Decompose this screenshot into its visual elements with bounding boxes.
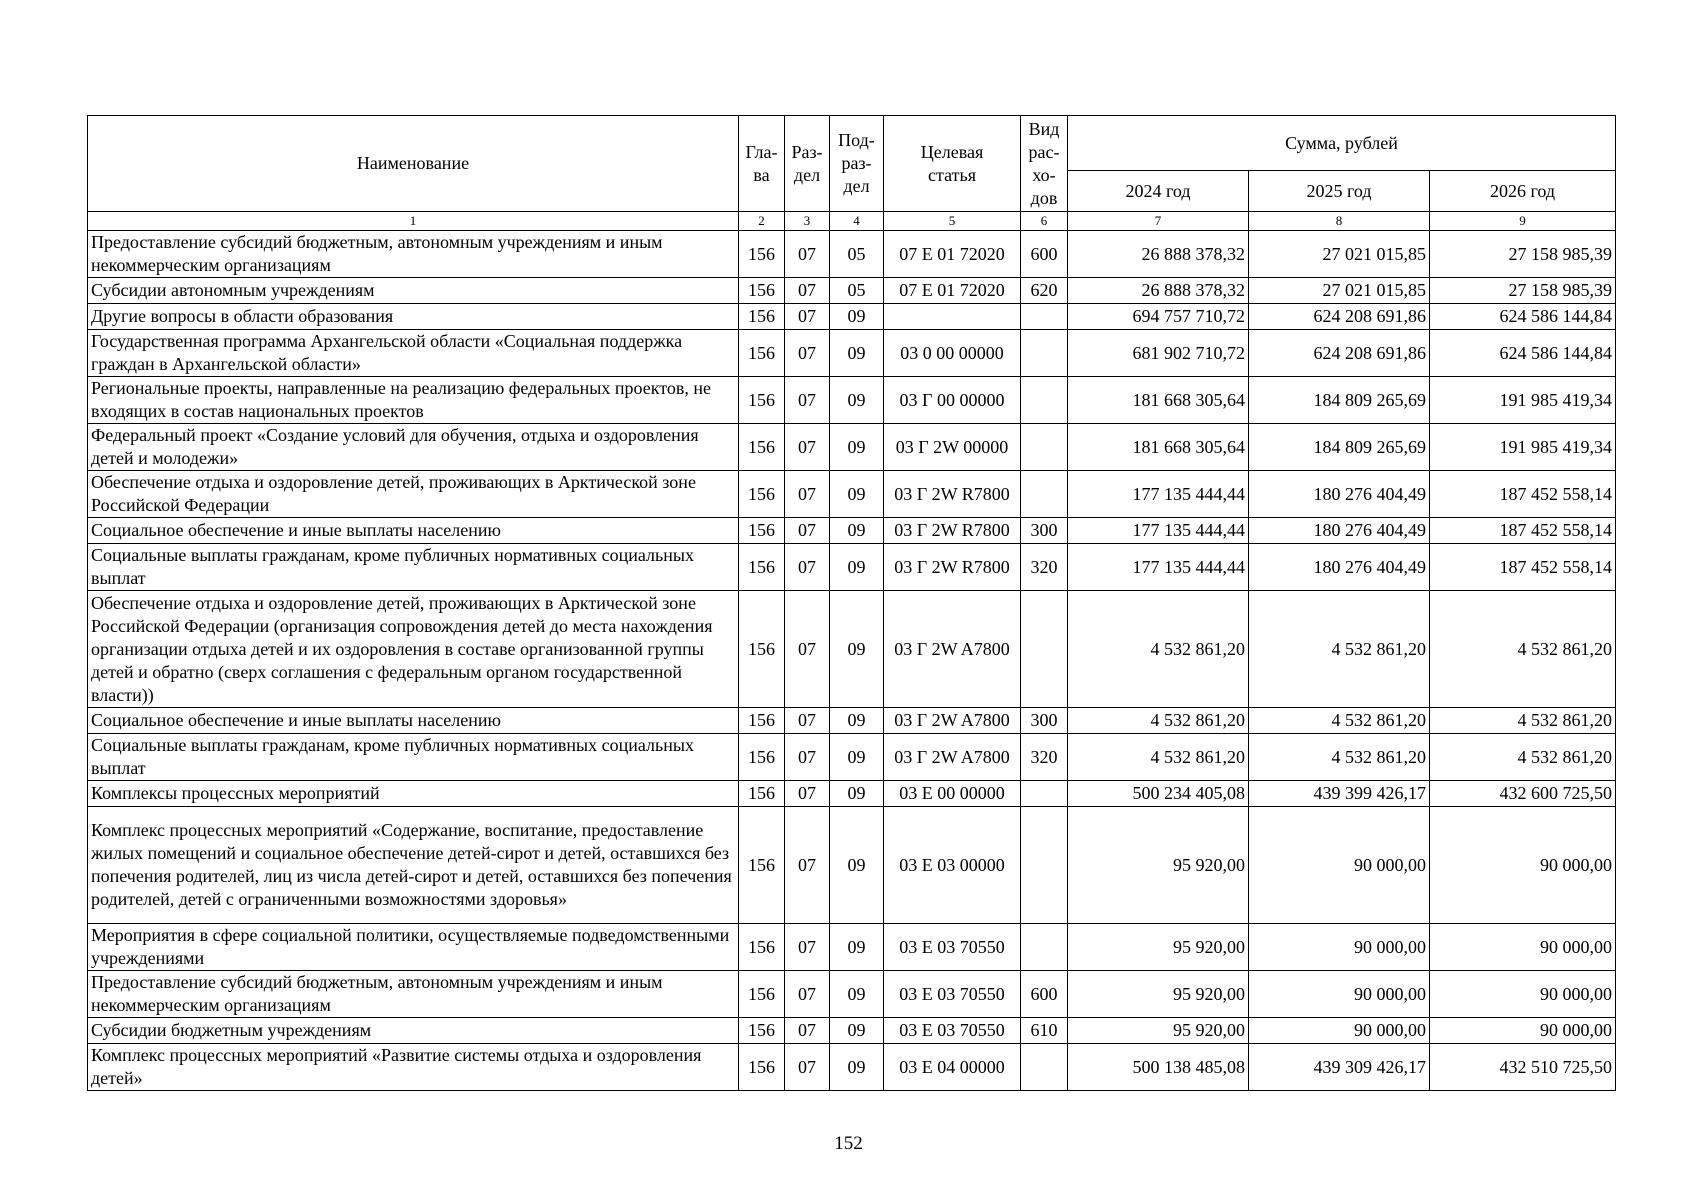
row-podrazdel: 09: [830, 807, 884, 924]
row-target-article: 03 Е 03 70550: [884, 1018, 1021, 1044]
row-podrazdel: 09: [830, 971, 884, 1018]
row-name: Региональные проекты, направленные на реализацию федеральных проектов, не входящих в состав национальных проектов: [88, 377, 739, 424]
row-podrazdel: 09: [830, 518, 884, 544]
row-razdel: 07: [785, 231, 830, 278]
row-expense-type: 320: [1021, 734, 1068, 781]
row-name: Обеспечение отдыха и оздоровление детей, проживающих в Арктической зоне Российской Федерации: [88, 471, 739, 518]
row-target-article: 03 Е 00 00000: [884, 781, 1021, 807]
row-amount-2025: 90 000,00: [1249, 924, 1430, 971]
table-row: [88, 924, 1616, 971]
header-vid: Вид рас- хо- дов: [1021, 116, 1068, 212]
row-glava: 156: [739, 1018, 785, 1044]
column-number: 7: [1068, 212, 1249, 231]
row-glava: 156: [739, 591, 785, 708]
row-amount-2025: 90 000,00: [1249, 807, 1430, 924]
row-razdel: 07: [785, 278, 830, 304]
row-amount-2024: 500 138 485,08: [1068, 1044, 1249, 1091]
row-name: Другие вопросы в области образования: [88, 304, 739, 330]
table-header: [88, 116, 1616, 231]
header-year-2024: 2024 год: [1068, 171, 1249, 212]
row-amount-2024: 4 532 861,20: [1068, 734, 1249, 781]
row-target-article: 03 Е 03 70550: [884, 924, 1021, 971]
row-expense-type: [1021, 377, 1068, 424]
row-amount-2026: 4 532 861,20: [1430, 734, 1616, 781]
row-name: Федеральный проект «Создание условий для обучения, отдыха и оздоровления детей и молодежи»: [88, 424, 739, 471]
row-amount-2024: 177 135 444,44: [1068, 544, 1249, 591]
column-number: 6: [1021, 212, 1068, 231]
header-razdel: Раз- дел: [785, 116, 830, 212]
row-amount-2025: 624 208 691,86: [1249, 304, 1430, 330]
row-glava: 156: [739, 424, 785, 471]
row-amount-2025: 439 399 426,17: [1249, 781, 1430, 807]
row-expense-type: [1021, 471, 1068, 518]
column-number: 8: [1249, 212, 1430, 231]
row-name: Субсидии автономным учреждениям: [88, 278, 739, 304]
row-razdel: 07: [785, 807, 830, 924]
row-razdel: 07: [785, 544, 830, 591]
row-razdel: 07: [785, 708, 830, 734]
row-target-article: 03 Г 2W A7800: [884, 591, 1021, 708]
row-expense-type: 620: [1021, 278, 1068, 304]
row-expense-type: 300: [1021, 708, 1068, 734]
row-amount-2025: 439 309 426,17: [1249, 1044, 1430, 1091]
row-podrazdel: 09: [830, 708, 884, 734]
header-sum: Сумма, рублей: [1068, 116, 1616, 171]
table-row: [88, 544, 1616, 591]
row-amount-2024: 26 888 378,32: [1068, 231, 1249, 278]
row-name: Социальные выплаты гражданам, кроме публичных нормативных социальных выплат: [88, 734, 739, 781]
row-podrazdel: 09: [830, 330, 884, 377]
row-amount-2025: 27 021 015,85: [1249, 278, 1430, 304]
document-page: [87, 115, 1615, 1091]
row-razdel: 07: [785, 1044, 830, 1091]
row-name: Государственная программа Архангельской области «Социальная поддержка граждан в Архангельской области»: [88, 330, 739, 377]
row-razdel: 07: [785, 377, 830, 424]
row-target-article: 03 Г 2W R7800: [884, 518, 1021, 544]
row-razdel: 07: [785, 330, 830, 377]
row-expense-type: 320: [1021, 544, 1068, 591]
row-podrazdel: 09: [830, 471, 884, 518]
row-target-article: 03 Е 03 00000: [884, 807, 1021, 924]
header-glava: Гла- ва: [739, 116, 785, 212]
row-target-article: [884, 304, 1021, 330]
row-podrazdel: 09: [830, 924, 884, 971]
row-glava: 156: [739, 377, 785, 424]
budget-table: [87, 115, 1616, 1091]
row-glava: 156: [739, 304, 785, 330]
row-amount-2024: 26 888 378,32: [1068, 278, 1249, 304]
row-amount-2024: 4 532 861,20: [1068, 591, 1249, 708]
row-expense-type: 600: [1021, 971, 1068, 1018]
row-amount-2025: 184 809 265,69: [1249, 424, 1430, 471]
row-podrazdel: 05: [830, 278, 884, 304]
row-name: Комплекс процессных мероприятий «Содержание, воспитание, предоставление жилых помещений и социальное обеспечение детей-сирот и детей, оставшихся без попечения родителей, лиц из числа детей-сирот и детей, оставшихся без попечения родителей, детей с ограниченными возможностями здоровья»: [88, 807, 739, 924]
row-glava: 156: [739, 471, 785, 518]
row-amount-2026: 187 452 558,14: [1430, 544, 1616, 591]
row-expense-type: [1021, 781, 1068, 807]
row-glava: 156: [739, 781, 785, 807]
row-name: Социальные выплаты гражданам, кроме публичных нормативных социальных выплат: [88, 544, 739, 591]
table-row: [88, 591, 1616, 708]
row-amount-2026: 27 158 985,39: [1430, 278, 1616, 304]
table-row: [88, 781, 1616, 807]
row-amount-2025: 624 208 691,86: [1249, 330, 1430, 377]
row-expense-type: [1021, 330, 1068, 377]
row-expense-type: [1021, 924, 1068, 971]
row-amount-2025: 180 276 404,49: [1249, 518, 1430, 544]
row-expense-type: [1021, 591, 1068, 708]
table-row: [88, 471, 1616, 518]
row-amount-2026: 90 000,00: [1430, 807, 1616, 924]
table-row: [88, 424, 1616, 471]
row-amount-2026: 90 000,00: [1430, 924, 1616, 971]
row-glava: 156: [739, 278, 785, 304]
row-podrazdel: 09: [830, 1044, 884, 1091]
row-razdel: 07: [785, 424, 830, 471]
row-glava: 156: [739, 971, 785, 1018]
row-amount-2026: 432 600 725,50: [1430, 781, 1616, 807]
row-razdel: 07: [785, 591, 830, 708]
row-razdel: 07: [785, 924, 830, 971]
row-amount-2026: 624 586 144,84: [1430, 304, 1616, 330]
row-amount-2025: 27 021 015,85: [1249, 231, 1430, 278]
row-amount-2026: 191 985 419,34: [1430, 424, 1616, 471]
header-podrazdel: Под- раз- дел: [830, 116, 884, 212]
table-row: [88, 330, 1616, 377]
header-year-2025: 2025 год: [1249, 171, 1430, 212]
column-number-row: [88, 212, 1616, 231]
row-amount-2026: 4 532 861,20: [1430, 708, 1616, 734]
row-name: Социальное обеспечение и иные выплаты населению: [88, 708, 739, 734]
row-target-article: 03 Г 2W A7800: [884, 734, 1021, 781]
row-glava: 156: [739, 518, 785, 544]
row-expense-type: 600: [1021, 231, 1068, 278]
row-glava: 156: [739, 734, 785, 781]
row-razdel: 07: [785, 781, 830, 807]
table-row: [88, 1018, 1616, 1044]
row-podrazdel: 09: [830, 377, 884, 424]
row-glava: 156: [739, 1044, 785, 1091]
row-podrazdel: 05: [830, 231, 884, 278]
table-row: [88, 231, 1616, 278]
row-amount-2025: 180 276 404,49: [1249, 544, 1430, 591]
table-row: [88, 377, 1616, 424]
table-row: [88, 807, 1616, 924]
row-amount-2026: 27 158 985,39: [1430, 231, 1616, 278]
row-amount-2024: 95 920,00: [1068, 924, 1249, 971]
header-year-2026: 2026 год: [1430, 171, 1616, 212]
column-number: 5: [884, 212, 1021, 231]
table-row: [88, 971, 1616, 1018]
table-row: [88, 708, 1616, 734]
row-amount-2026: 90 000,00: [1430, 971, 1616, 1018]
row-amount-2026: 187 452 558,14: [1430, 471, 1616, 518]
column-number: 4: [830, 212, 884, 231]
row-amount-2026: 187 452 558,14: [1430, 518, 1616, 544]
table-body: [88, 231, 1616, 1091]
row-name: Предоставление субсидий бюджетным, автономным учреждениям и иным некоммерческим организациям: [88, 971, 739, 1018]
table-row: [88, 278, 1616, 304]
row-podrazdel: 09: [830, 544, 884, 591]
row-amount-2025: 90 000,00: [1249, 1018, 1430, 1044]
row-amount-2025: 4 532 861,20: [1249, 708, 1430, 734]
row-name: Субсидии бюджетным учреждениям: [88, 1018, 739, 1044]
row-glava: 156: [739, 924, 785, 971]
row-name: Комплекс процессных мероприятий «Развитие системы отдыха и оздоровления детей»: [88, 1044, 739, 1091]
row-glava: 156: [739, 807, 785, 924]
row-target-article: 03 Е 04 00000: [884, 1044, 1021, 1091]
row-expense-type: [1021, 1044, 1068, 1091]
row-amount-2024: 177 135 444,44: [1068, 518, 1249, 544]
row-target-article: 03 0 00 00000: [884, 330, 1021, 377]
row-name: Комплексы процессных мероприятий: [88, 781, 739, 807]
row-amount-2025: 4 532 861,20: [1249, 734, 1430, 781]
row-name: Мероприятия в сфере социальной политики, осуществляемые подведомственными учреждениями: [88, 924, 739, 971]
row-amount-2026: 4 532 861,20: [1430, 591, 1616, 708]
row-target-article: 07 Е 01 72020: [884, 231, 1021, 278]
row-name: Обеспечение отдыха и оздоровление детей, проживающих в Арктической зоне Российской Федерации (организация сопровождения детей до места нахождения организации отдыха детей и их оздоровления в составе организованной группы детей и обратно (сверх соглашения с федеральным органом государственной власти)): [88, 591, 739, 708]
row-amount-2024: 95 920,00: [1068, 971, 1249, 1018]
row-razdel: 07: [785, 518, 830, 544]
row-razdel: 07: [785, 471, 830, 518]
row-amount-2025: 184 809 265,69: [1249, 377, 1430, 424]
row-podrazdel: 09: [830, 734, 884, 781]
row-expense-type: 300: [1021, 518, 1068, 544]
row-amount-2026: 624 586 144,84: [1430, 330, 1616, 377]
header-statya: Целевая статья: [884, 116, 1021, 212]
column-number: 1: [88, 212, 739, 231]
row-razdel: 07: [785, 1018, 830, 1044]
row-razdel: 07: [785, 734, 830, 781]
row-amount-2024: 181 668 305,64: [1068, 424, 1249, 471]
row-amount-2026: 191 985 419,34: [1430, 377, 1616, 424]
row-name: Социальное обеспечение и иные выплаты населению: [88, 518, 739, 544]
row-expense-type: [1021, 807, 1068, 924]
row-target-article: 03 Г 2W 00000: [884, 424, 1021, 471]
row-amount-2026: 90 000,00: [1430, 1018, 1616, 1044]
row-glava: 156: [739, 544, 785, 591]
row-expense-type: 610: [1021, 1018, 1068, 1044]
row-target-article: 03 Г 2W A7800: [884, 708, 1021, 734]
column-number: 3: [785, 212, 830, 231]
row-amount-2024: 95 920,00: [1068, 1018, 1249, 1044]
row-amount-2025: 90 000,00: [1249, 971, 1430, 1018]
page-number: 152: [834, 1133, 863, 1154]
row-amount-2024: 681 902 710,72: [1068, 330, 1249, 377]
row-amount-2025: 180 276 404,49: [1249, 471, 1430, 518]
column-number: 9: [1430, 212, 1616, 231]
row-podrazdel: 09: [830, 591, 884, 708]
row-amount-2024: 4 532 861,20: [1068, 708, 1249, 734]
row-amount-2024: 177 135 444,44: [1068, 471, 1249, 518]
row-glava: 156: [739, 231, 785, 278]
table-row: [88, 304, 1616, 330]
row-razdel: 07: [785, 971, 830, 1018]
header-name: Наименование: [88, 116, 739, 212]
row-target-article: 03 Г 00 00000: [884, 377, 1021, 424]
row-amount-2024: 95 920,00: [1068, 807, 1249, 924]
row-podrazdel: 09: [830, 1018, 884, 1044]
row-target-article: 03 Г 2W R7800: [884, 471, 1021, 518]
row-podrazdel: 09: [830, 781, 884, 807]
row-glava: 156: [739, 708, 785, 734]
row-podrazdel: 09: [830, 424, 884, 471]
row-target-article: 03 Е 03 70550: [884, 971, 1021, 1018]
row-name: Предоставление субсидий бюджетным, автономным учреждениям и иным некоммерческим организациям: [88, 231, 739, 278]
table-row: [88, 518, 1616, 544]
row-amount-2025: 4 532 861,20: [1249, 591, 1430, 708]
row-expense-type: [1021, 424, 1068, 471]
row-razdel: 07: [785, 304, 830, 330]
row-target-article: 03 Г 2W R7800: [884, 544, 1021, 591]
row-amount-2024: 694 757 710,72: [1068, 304, 1249, 330]
row-podrazdel: 09: [830, 304, 884, 330]
table-row: [88, 734, 1616, 781]
row-expense-type: [1021, 304, 1068, 330]
row-amount-2024: 181 668 305,64: [1068, 377, 1249, 424]
table-row: [88, 1044, 1616, 1091]
row-glava: 156: [739, 330, 785, 377]
column-number: 2: [739, 212, 785, 231]
row-amount-2024: 500 234 405,08: [1068, 781, 1249, 807]
row-amount-2026: 432 510 725,50: [1430, 1044, 1616, 1091]
row-target-article: 07 Е 01 72020: [884, 278, 1021, 304]
